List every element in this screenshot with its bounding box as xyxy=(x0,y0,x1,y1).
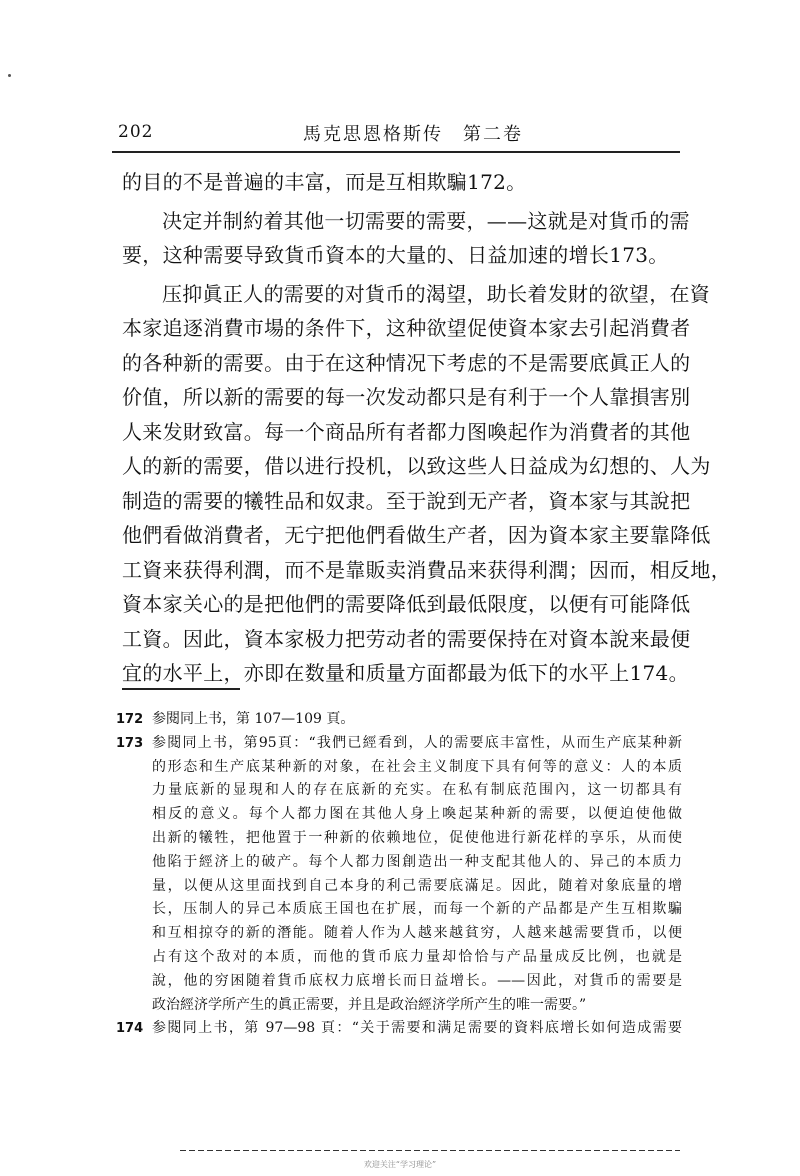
footnote-line: 他陷于經济上的破产。每个人都力图創造出一种支配其他人的、异己的本质力 xyxy=(152,853,682,870)
text-line: 价值，所以新的需要的每一次发动都只是有利于一个人靠損害別 xyxy=(122,385,691,409)
text-line: 本家追逐消費市場的条件下，这种欲望促使資本家去引起消費者 xyxy=(122,316,691,340)
running-title: 馬克思恩格斯传 第二卷 xyxy=(303,124,523,145)
text-line: 工資来获得利潤，而不是靠販卖消費品来获得利潤；因而，相反地， xyxy=(122,557,731,582)
page-number: 202 xyxy=(118,122,154,142)
text-line: 人来发財致富。每一个商品所有者都力图喚起作为消費者的其他 xyxy=(122,419,691,444)
footnote-line: 参閱同上书，第 97—98 頁：“关于需要和满足需要的資料底增长如何造成需要 xyxy=(152,1020,682,1037)
footnote-line: 的形态和生产底某种新的对象，在社会主义制度下具有何等的意义：人的本质 xyxy=(152,758,682,775)
text-line: 宜的水平上，亦即在数量和质量方面都最为低下的水平上174。 xyxy=(122,661,689,685)
footnote-line: 出新的犧牲，把他置于一种新的依赖地位，促使他进行新花样的享乐，从而使 xyxy=(152,829,682,846)
footnote-line: 政治經济学所产生的眞正需要，并且是政治經济学所产生的唯一需要。” xyxy=(152,996,587,1013)
scan-bottom-rule xyxy=(180,1150,680,1151)
footnote-line: 力量底新的显現和人的存在底新的充实。在私有制底范围內，这一切都具有 xyxy=(152,782,682,799)
footnote-172 xyxy=(116,708,682,732)
footnote-line: 占有这个敌对的本质，而他的貨币底力量却恰恰与产品量成反比例，也就是 xyxy=(152,948,682,965)
text-line: 决定并制約着其他一切需要的需要，——这就是对貨币的需 xyxy=(162,208,690,233)
page-header xyxy=(118,118,678,148)
text-line: 他們看做消費者，无宁把他們看做生产者，因为資本家主要靠降低 xyxy=(122,523,711,547)
footnote-number: 173 xyxy=(116,735,144,751)
text-line: 工資。因此，資本家极力把劳动者的需要保持在对資本說来最便 xyxy=(122,626,691,651)
text-line: 制造的需要的犧牲品和奴隶。至于說到无产者，資本家与其說把 xyxy=(122,488,691,513)
text-line: 要，这种需要导致貨币資本的大量的、日益加速的增长173。 xyxy=(122,243,669,267)
header-rule xyxy=(112,151,680,153)
text-line: 的各种新的需要。由于在这种情况下考虑的不是需要底眞正人的 xyxy=(122,350,691,375)
footnote-number: 174 xyxy=(116,1021,144,1037)
footnote-line: 相反的意义。每个人都力图在其他人身上喚起某种新的需要，以便迫使他做 xyxy=(152,806,682,823)
text-line: 压抑眞正人的需要的对貨币的渴望，助长着发財的欲望，在資 xyxy=(162,281,711,306)
footnote-line: 和互相掠夺的新的潛能。随着人作为人越来越貧穷，人越来越需要貨币，以便 xyxy=(152,925,682,942)
text-line: 人的新的需要，借以进行投机，以致这些人日益成为幻想的、人为 xyxy=(122,454,711,478)
footnote-line: 說，他的穷困随着貨币底权力底增长而日益增长。——因此，对貨币的需要是 xyxy=(152,972,682,989)
footnote-rule xyxy=(122,688,240,690)
footnotes xyxy=(116,708,682,1041)
footnote-line: 量，以便从这里面找到自己本身的利己需要底滿足。因此，随着对象底量的增 xyxy=(152,877,682,894)
text-line: 資本家关心的是把他們的需要降低到最低限度，以便有可能降低 xyxy=(122,592,691,616)
footnote-line: 参閱同上书，第 107—109 頁。 xyxy=(152,711,355,727)
watermark-text: 欢迎关注“学习理论” xyxy=(363,1160,437,1169)
footnote-173 xyxy=(116,732,682,1018)
scan-speck xyxy=(8,74,11,77)
footnote-number: 172 xyxy=(116,712,144,727)
main-text xyxy=(122,165,731,691)
footnote-line: 长，压制人的异己本质底王国也在扩展，而每一个新的产品都是产生互相欺騙 xyxy=(152,901,682,918)
footnote-174 xyxy=(116,1017,682,1041)
footnote-line: 参閱同上书，第95頁：“我們已經看到，人的需要底丰富性，从而生产底某种新 xyxy=(152,734,682,751)
text-line: 的目的不是普遍的丰富，而是互相欺騙172。 xyxy=(122,170,527,194)
